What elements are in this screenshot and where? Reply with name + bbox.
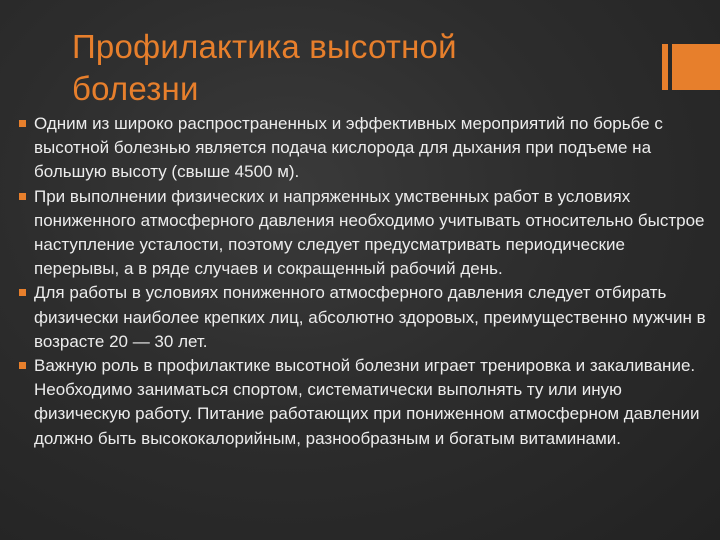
- square-bullet-icon: [19, 120, 26, 127]
- bullet-item: [18, 354, 712, 451]
- slide-title: Профилактика высотной болезни: [72, 28, 457, 107]
- square-bullet-icon: [19, 193, 26, 200]
- bullet-item: [18, 185, 712, 282]
- title-accent-bar-thin: [662, 44, 668, 90]
- bullet-text: При выполнении физических и напряженных умственных работ в условиях пониженного атмосферного давления необходимо учитывать относительно быстрое наступление усталости, поэтому следует предусматривать периодические перерывы, а в ряде случаев и сокращенный рабочий день.: [34, 186, 705, 279]
- square-bullet-icon: [19, 289, 26, 296]
- bullet-list: [18, 112, 712, 451]
- bullet-text: Одним из широко распространенных и эффективных мероприятий по борьбе с высотной болезнью является подача кислорода для дыхания при подъеме на большую высоту (свыше 4500 м).: [34, 114, 663, 182]
- bullet-item: [18, 281, 712, 354]
- bullet-item: [18, 112, 712, 185]
- title-accent-bar-wide: [672, 44, 720, 90]
- square-bullet-icon: [19, 362, 26, 369]
- bullet-text: Для работы в условиях пониженного атмосферного давления следует отбирать физически наиболее крепких лиц, абсолютно здоровых, преимущественно мужчин в возрасте 20 — 30 лет.: [34, 283, 706, 351]
- bullet-text: Важную роль в профилактике высотной болезни играет тренировка и закаливание. Необходимо заниматься спортом, систематически выполнять ту или иную физическую работу. Питание работающих при пониженном атмосферном давлении должно быть высококалорийным, разнообразным и богатым витаминами.: [34, 356, 700, 448]
